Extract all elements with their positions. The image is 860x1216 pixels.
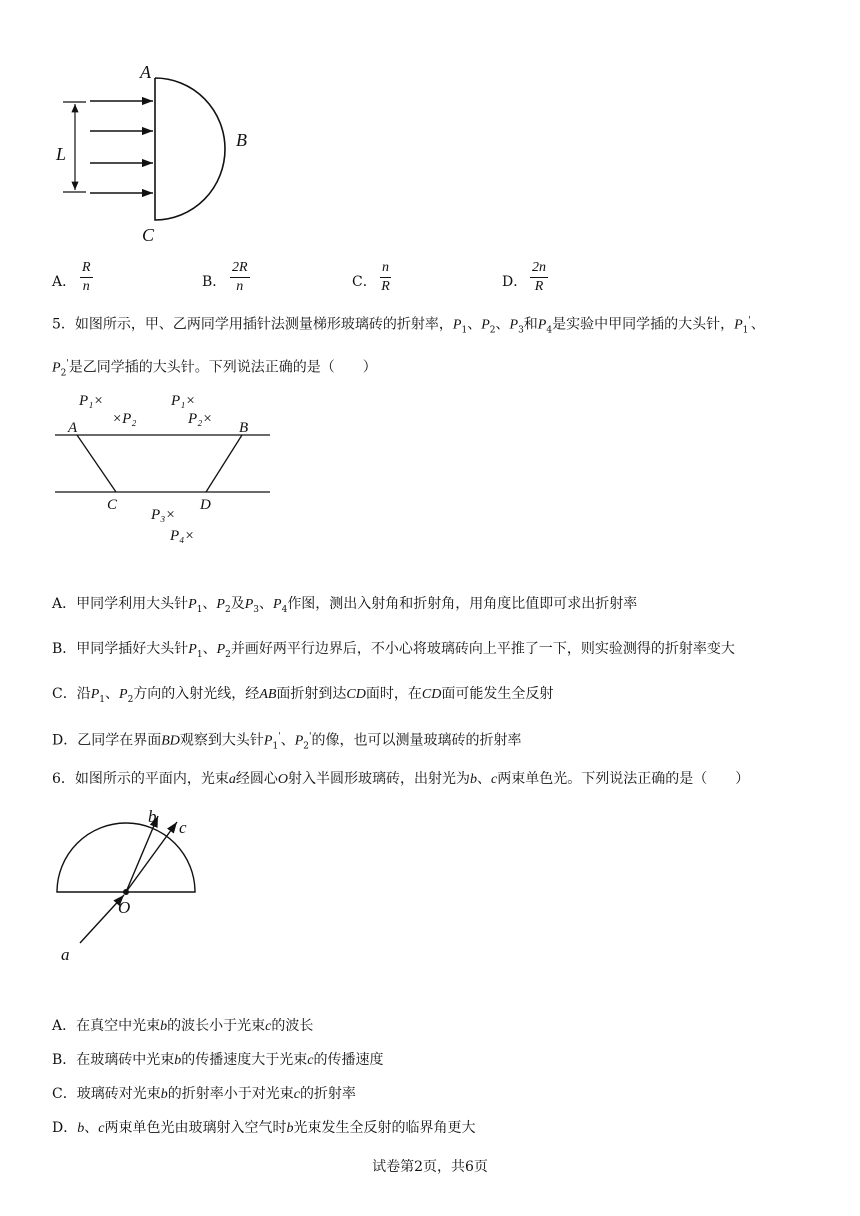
label-c: c bbox=[179, 818, 187, 837]
surface-BD: BD bbox=[161, 733, 180, 749]
text: 、 bbox=[750, 316, 765, 333]
q6-option-b bbox=[52, 1053, 384, 1068]
label-P4: P₄× bbox=[170, 528, 195, 544]
sub: 2 bbox=[127, 694, 134, 705]
fraction-denominator: n bbox=[236, 279, 244, 294]
q6-option-c bbox=[52, 1087, 356, 1102]
q4-option-c-fraction bbox=[380, 260, 391, 295]
text: 方向的入射光线，经 bbox=[133, 686, 260, 702]
q5-stem-line1 bbox=[52, 317, 765, 335]
pin: P bbox=[52, 360, 61, 376]
fraction-numerator: 2R bbox=[230, 260, 250, 278]
prime: ' bbox=[66, 359, 69, 369]
text: 经圆心 bbox=[235, 771, 278, 787]
pin: P bbox=[294, 733, 304, 749]
figure-trapezoid-pins bbox=[50, 385, 280, 550]
sub: 2 bbox=[224, 604, 231, 615]
q4-option-d-fraction bbox=[530, 260, 548, 295]
sub: 2 bbox=[489, 325, 496, 336]
fraction-numerator: R bbox=[80, 260, 93, 278]
text: 并画好两平行边界后，不小心将玻璃砖向上平推了一下，则实验测得的折射率变大 bbox=[230, 641, 735, 657]
fraction-numerator: n bbox=[380, 260, 391, 278]
pin: P bbox=[273, 597, 282, 612]
text: 、 bbox=[105, 686, 120, 702]
sub: 1 bbox=[742, 325, 749, 336]
label-P3: P₃× bbox=[151, 507, 176, 523]
text: 5．如图所示，甲、乙两同学用插针法测量梯形玻璃砖的折射率， bbox=[52, 316, 453, 333]
sub: 2 bbox=[303, 741, 309, 752]
pin: P bbox=[263, 733, 273, 749]
prime: ' bbox=[308, 732, 312, 742]
sub: 3 bbox=[518, 325, 524, 336]
surface-AB: AB bbox=[259, 687, 277, 702]
text: 、 bbox=[84, 1120, 99, 1136]
text: 的波长 bbox=[271, 1018, 314, 1034]
text: 及 bbox=[230, 596, 245, 612]
label-B: B bbox=[239, 420, 249, 436]
beam-c: c bbox=[491, 772, 498, 787]
text: 的折射率小于对光束 bbox=[167, 1086, 294, 1102]
text: 和 bbox=[523, 316, 538, 333]
text: A．在真空中光束 bbox=[52, 1018, 161, 1034]
label-A: A bbox=[140, 62, 151, 82]
label-b: b bbox=[148, 807, 157, 826]
pin: P bbox=[119, 687, 128, 702]
beam-b: b bbox=[470, 772, 478, 787]
text: 面可能发生全反射 bbox=[441, 686, 554, 702]
beam-b: b bbox=[174, 1053, 182, 1068]
label-A: A bbox=[68, 420, 78, 436]
beam-c: c bbox=[265, 1019, 272, 1034]
q6-option-a bbox=[52, 1019, 313, 1034]
q5-option-a bbox=[52, 597, 637, 615]
fraction-denominator: R bbox=[534, 279, 544, 294]
sub: 1 bbox=[272, 741, 279, 752]
q4-option-b-letter: B． bbox=[202, 274, 227, 290]
label-D: D bbox=[200, 497, 211, 513]
label-P1a: P₁× bbox=[79, 393, 104, 409]
pin: P bbox=[244, 597, 254, 612]
page-footer: 试卷第2页，共6页 bbox=[372, 1159, 488, 1175]
sub: 1 bbox=[196, 649, 203, 660]
q4-option-a-fraction bbox=[80, 260, 93, 295]
sub: 1 bbox=[196, 604, 203, 615]
text: 作图，测出入射角和折射角，用角度比值即可求出折射率 bbox=[287, 596, 638, 612]
text: 、 bbox=[467, 316, 482, 333]
text: 、 bbox=[477, 771, 492, 787]
text: 的波长小于光束 bbox=[167, 1018, 266, 1034]
sub: 4 bbox=[281, 604, 288, 615]
text: 、 bbox=[259, 596, 274, 612]
beam-b: b bbox=[160, 1087, 168, 1102]
pin: P bbox=[188, 597, 197, 612]
sub: 2 bbox=[60, 368, 67, 379]
sub: 4 bbox=[546, 325, 553, 336]
q6-stem bbox=[52, 772, 749, 787]
prime: ' bbox=[748, 316, 751, 326]
pin: P bbox=[452, 317, 462, 333]
pin: P bbox=[216, 597, 225, 612]
text: 光束发生全反射的临界角更大 bbox=[293, 1120, 476, 1136]
text: 是乙同学插的大头针。下列说法正确的是（ ） bbox=[68, 359, 377, 376]
center-O: O bbox=[277, 772, 289, 787]
label-C: C bbox=[107, 497, 118, 513]
text: C．玻璃砖对光束 bbox=[52, 1086, 161, 1102]
pin: P bbox=[734, 317, 743, 333]
semicircle-outline bbox=[155, 78, 225, 220]
beam-c: c bbox=[307, 1053, 314, 1068]
beam-b: b bbox=[160, 1019, 168, 1034]
q4-option-c-letter: C． bbox=[352, 274, 377, 290]
label-C: C bbox=[142, 225, 155, 245]
pin: P bbox=[509, 317, 519, 333]
center-dot bbox=[123, 889, 129, 895]
semicircle-glass bbox=[57, 823, 195, 892]
text: 的传播速度大于光束 bbox=[181, 1052, 308, 1068]
q5-stem-line2 bbox=[52, 360, 377, 378]
prime: ' bbox=[278, 732, 281, 742]
sub: 2 bbox=[225, 649, 231, 660]
sub: 1 bbox=[461, 325, 468, 336]
beam-a: a bbox=[228, 772, 236, 787]
q4-option-a-letter: A． bbox=[52, 274, 77, 290]
label-a: a bbox=[61, 945, 70, 964]
beam-c: c bbox=[293, 1087, 300, 1102]
label-O: O bbox=[118, 898, 131, 917]
text: 是实验中甲同学插的大头针， bbox=[552, 316, 735, 333]
q5-option-b bbox=[52, 642, 735, 660]
text: 观察到大头针 bbox=[179, 732, 264, 749]
surface-CD: CD bbox=[346, 687, 366, 702]
pin: P bbox=[90, 687, 100, 702]
text: 、 bbox=[202, 596, 217, 612]
q4-option-d-letter: D． bbox=[502, 274, 528, 290]
text: D．乙同学在界面 bbox=[52, 732, 162, 749]
text: 的折射率 bbox=[299, 1086, 356, 1102]
fraction-numerator: 2n bbox=[530, 260, 548, 278]
figure-semicircle-beams bbox=[50, 800, 210, 970]
label-P1b: P₁× bbox=[171, 393, 196, 409]
q5-option-d bbox=[52, 733, 521, 751]
text: 、 bbox=[202, 641, 217, 657]
text: 射入半圆形玻璃砖，出射光为 bbox=[288, 771, 471, 787]
text: D． bbox=[52, 1120, 78, 1136]
label-P2b: P₂× bbox=[188, 411, 213, 427]
text: 、 bbox=[495, 316, 510, 333]
text: 的像，也可以测量玻璃砖的折射率 bbox=[311, 732, 522, 749]
fraction-denominator: R bbox=[381, 279, 390, 294]
surface-CD: CD bbox=[421, 687, 442, 702]
pin: P bbox=[481, 317, 490, 333]
text: 两束单色光。下列说法正确的是（ ） bbox=[497, 771, 750, 787]
text: C．沿 bbox=[52, 686, 91, 702]
beam-b: b bbox=[77, 1121, 85, 1136]
text: A．甲同学利用大头针 bbox=[52, 596, 189, 612]
sub: 1 bbox=[99, 694, 106, 705]
label-B: B bbox=[236, 130, 247, 150]
text: 6．如图所示的平面内，光束 bbox=[52, 771, 229, 787]
text: 、 bbox=[280, 732, 295, 749]
text: 面折射到达 bbox=[276, 686, 347, 702]
text: 两束单色光由玻璃射入空气时 bbox=[104, 1120, 287, 1136]
pin: P bbox=[537, 317, 547, 333]
q6-option-d bbox=[52, 1121, 475, 1136]
text: B．在玻璃砖中光束 bbox=[52, 1052, 175, 1068]
figure-semicircle-rays bbox=[50, 58, 270, 253]
label-L: L bbox=[56, 144, 67, 164]
text: 面时，在 bbox=[365, 686, 422, 702]
pin: P bbox=[188, 642, 197, 657]
q4-option-b-fraction bbox=[230, 260, 250, 295]
text: B．甲同学插好大头针 bbox=[52, 641, 189, 657]
beam-b: b bbox=[286, 1121, 294, 1136]
fraction-denominator: n bbox=[82, 279, 90, 294]
label-P2a: ×P₂ bbox=[112, 411, 137, 427]
sub: 3 bbox=[253, 604, 260, 615]
beam-c: c bbox=[98, 1121, 105, 1136]
q5-option-c bbox=[52, 687, 553, 705]
text: 的传播速度 bbox=[313, 1052, 384, 1068]
pin: P bbox=[216, 642, 226, 657]
